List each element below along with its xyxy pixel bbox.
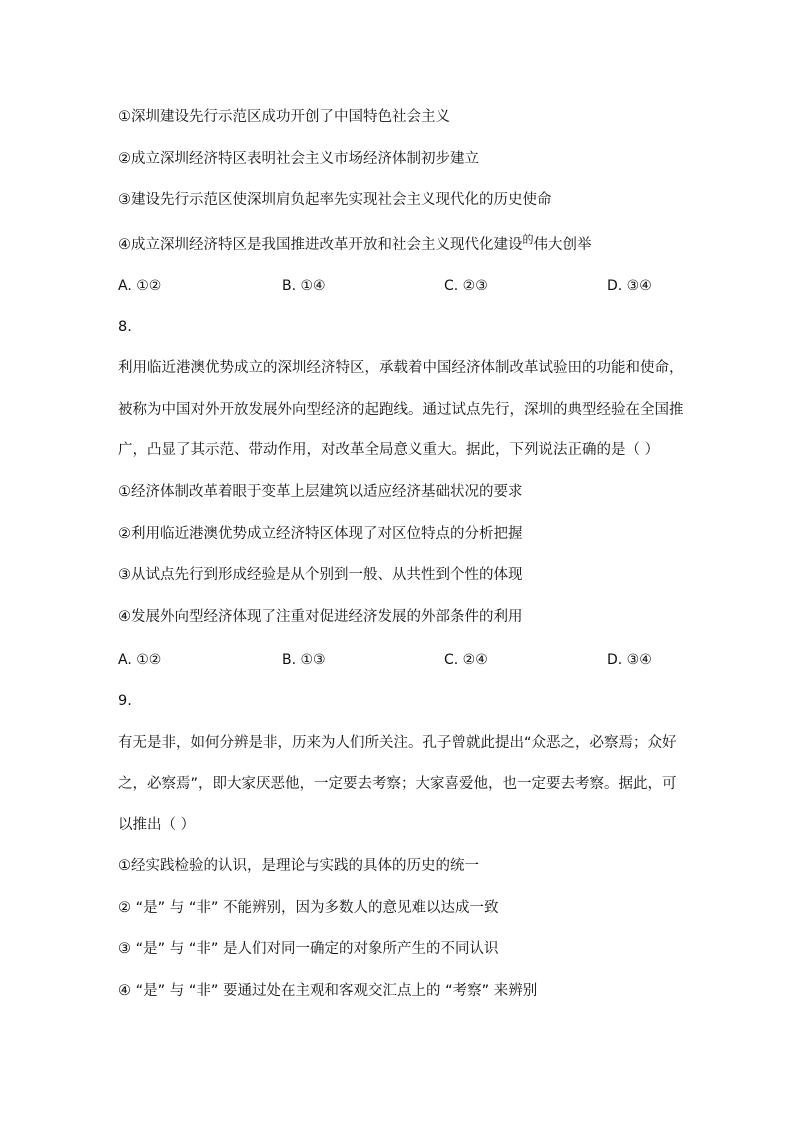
q7-statement-2: ②成立深圳经济特区表明社会主义市场经济体制初步建立 [118,151,479,167]
q7-statement-4-main: ④成立深圳经济特区是我国推进改革开放和社会主义现代化建设 [118,237,523,253]
q7-statement-4-sup: 的 [522,233,534,246]
q9-stem-line-2: 之，必察焉”，即大家厌恶他，一定要去考察；大家喜爱他，也一定要去考察。据此，可 [118,776,677,792]
q8-option-d: D. ③④ [607,652,652,668]
q8-option-b: B. ①③ [282,652,326,668]
q8-number: 8. [118,319,132,335]
q8-stem-line-1: 利用临近港澳优势成立的深圳经济特区，承载着中国经济体制改革试验田的功能和使命， [118,360,684,376]
q7-statement-4-end: 伟大创举 [533,237,592,253]
q8-statement-4: ④发展外向型经济体现了注重对促进经济发展的外部条件的利用 [118,609,523,625]
q8-stem-line-3: 广，凸显了其示范、带动作用，对改革全局意义重大。据此，下列说法正确的是（ ） [118,442,660,458]
q7-option-d: D. ③④ [607,278,652,294]
q8-statement-3: ③从试点先行到形成经验是从个别到一般、从共性到个性的体现 [118,567,523,583]
q9-stem-line-3: 以推出（ ） [118,817,196,833]
q9-number: 9. [118,693,132,709]
q7-statement-1: ①深圳建设先行示范区成功开创了中国特色社会主义 [118,109,450,125]
q8-statement-1: ①经济体制改革着眼于变革上层建筑以适应经济基础状况的要求 [118,484,523,500]
q9-statement-1: ①经实践检验的认识，是理论与实践的具体的历史的统一 [118,858,479,874]
q7-option-c: C. ②③ [444,278,488,294]
q7-statement-3: ③建设先行示范区使深圳肩负起率先实现社会主义现代化的历史使命 [118,192,552,208]
q8-option-a: A. ①② [118,652,162,668]
q7-statement-4 [118,235,592,256]
q9-statement-3: ③ “是” 与 “非” 是人们对同一确定的对象所产生的不同认识 [118,941,499,957]
q9-stem-line-1: 有无是非，如何分辨是非，历来为人们所关注。孔子曾就此提出“众恶之，必察焉；众好 [118,735,677,751]
q8-stem-line-2: 被称为中国对外开放发展外向型经济的起跑线。通过试点先行，深圳的典型经验在全国推 [118,402,684,418]
q7-option-b: B. ①④ [282,278,326,294]
q7-option-a: A. ①② [118,278,162,294]
q8-statement-2: ②利用临近港澳优势成立经济特区体现了对区位特点的分析把握 [118,526,523,542]
q8-option-c: C. ②④ [444,652,488,668]
q9-statement-2: ② “是” 与 “非” 不能辨别，因为多数人的意见难以达成一致 [118,900,499,916]
q9-statement-4: ④ “是” 与 “非” 要通过处在主观和客观交汇点上的 “考察” 来辨别 [118,983,538,999]
